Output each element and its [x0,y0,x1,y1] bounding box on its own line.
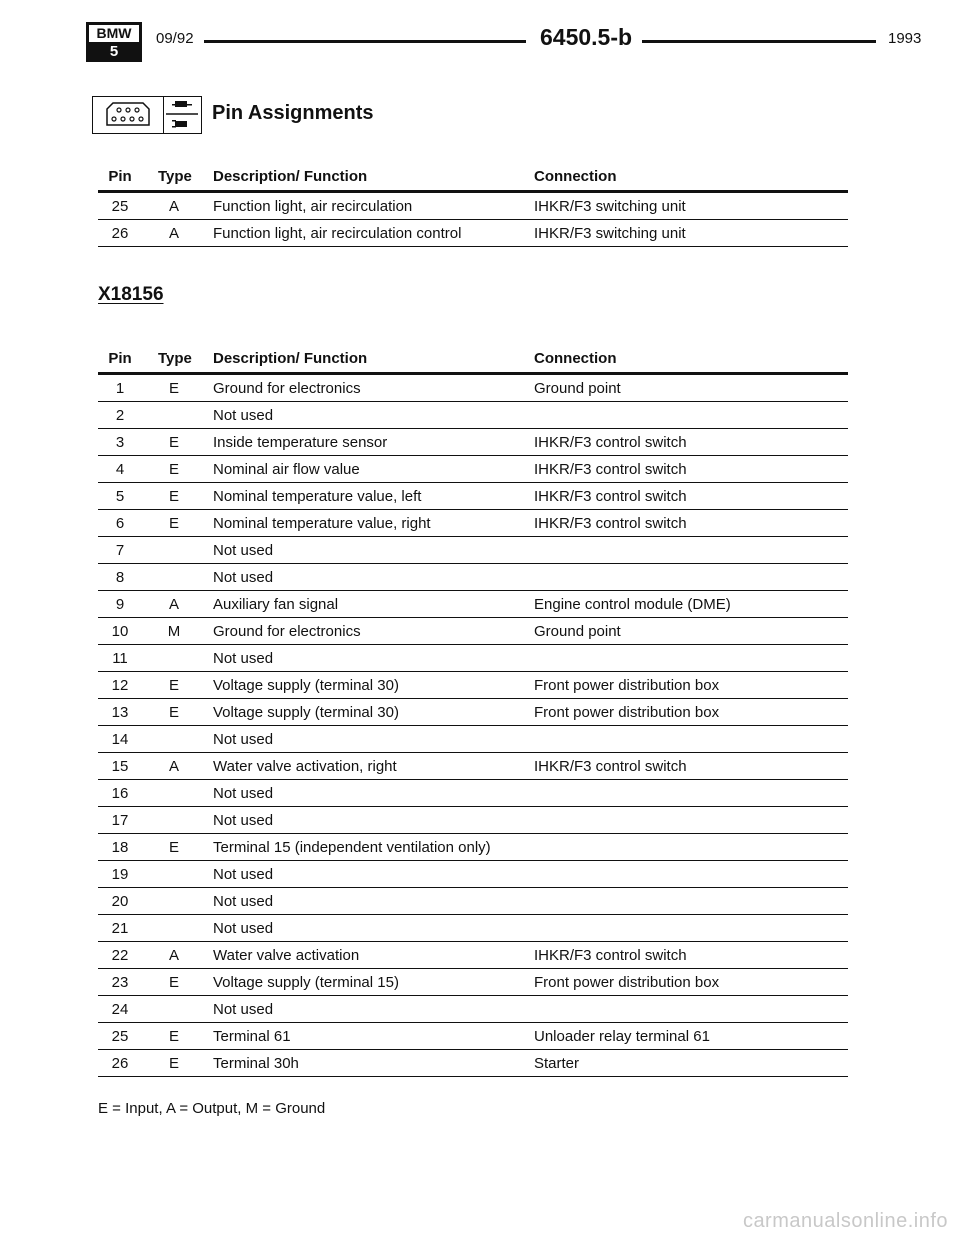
type-cell: M [167,623,181,640]
description-cell: Not used [213,407,274,424]
col-type-header: Type [158,168,192,185]
pin-cell: 8 [115,569,125,586]
description-cell: Not used [213,812,274,829]
connection-cell: Unloader relay terminal 61 [534,1028,710,1045]
description-cell: Terminal 30h [213,1055,299,1072]
pin-cell: 24 [111,1001,129,1018]
description-cell: Nominal temperature value, left [213,488,422,505]
connector-code: X18156 [98,284,164,305]
pin-cell: 25 [111,198,129,215]
col-description-header: Description/ Function [213,168,368,185]
pin-cell: 16 [111,785,129,802]
pin-cell: 7 [115,542,125,559]
type-cell: E [168,461,179,478]
logo-brand-text: BMW [89,25,139,45]
type-cell: A [168,225,179,242]
header-year: 1993 [888,30,922,47]
pin-cell: 13 [111,704,129,721]
type-legend: E = Input, A = Output, M = Ground [98,1100,326,1117]
col-description-header: Description/ Function [213,350,368,367]
description-cell: Not used [213,785,274,802]
connection-cell: Ground point [534,623,621,640]
description-cell: Not used [213,1001,274,1018]
description-cell: Ground for electronics [213,380,361,397]
pin-cell: 26 [111,225,129,242]
description-cell: Function light, air recirculation control [213,225,462,242]
pin-cell: 20 [111,893,129,910]
description-cell: Terminal 61 [213,1028,291,1045]
table-row [98,780,848,807]
pin-cell: 2 [115,407,125,424]
description-cell: Not used [213,542,274,559]
table-row [98,591,848,618]
description-cell: Function light, air recirculation [213,198,413,215]
connection-cell: Front power distribution box [534,974,720,991]
type-cell: A [168,947,179,964]
table-row [98,483,848,510]
pin-cell: 1 [115,380,125,397]
pin-cell: 26 [111,1055,129,1072]
table-row [98,618,848,645]
description-cell: Not used [213,650,274,667]
pin-cell: 22 [111,947,129,964]
table-row [98,942,848,969]
pin-cell: 23 [111,974,129,991]
table-row [98,807,848,834]
pin-table-1 [98,168,848,247]
table-row [98,699,848,726]
pin-table-2 [98,350,848,1077]
table-row [98,1023,848,1050]
pin-cell: 12 [111,677,129,694]
pin-cell: 10 [111,623,129,640]
type-cell: E [168,380,179,397]
type-cell: A [168,198,179,215]
description-cell: Inside temperature sensor [213,434,388,451]
description-cell: Water valve activation, right [213,758,397,775]
connection-cell: Front power distribution box [534,677,720,694]
type-cell: A [168,596,179,613]
connection-cell: Ground point [534,380,621,397]
type-cell: A [168,758,179,775]
table-row [98,969,848,996]
description-cell: Water valve activation [213,947,360,964]
watermark-footer: carmanualsonline.info [742,1210,948,1232]
description-cell: Auxiliary fan signal [213,596,339,613]
table-row [98,402,848,429]
table-header [98,350,848,372]
description-cell: Not used [213,569,274,586]
col-pin-header: Pin [108,168,132,185]
pin-cell: 18 [111,839,129,856]
col-pin-header: Pin [108,350,132,367]
table-row [98,645,848,672]
connection-cell: Engine control module (DME) [534,596,731,613]
table-row [98,375,848,402]
description-cell: Nominal temperature value, right [213,515,431,532]
table-row [98,1050,848,1077]
col-connection-header: Connection [534,350,617,367]
table-row [98,726,848,753]
connection-cell: IHKR/F3 control switch [534,515,687,532]
type-cell: E [168,974,179,991]
type-cell: E [168,515,179,532]
connection-cell: IHKR/F3 control switch [534,947,687,964]
pin-cell: 17 [111,812,129,829]
header-rule-right [642,40,876,43]
bmw-5-series-logo [86,22,142,62]
connection-cell: IHKR/F3 control switch [534,434,687,451]
section-title: Pin Assignments [212,102,374,124]
col-connection-header: Connection [534,168,617,185]
header-rule-left [204,40,526,43]
description-cell: Not used [213,731,274,748]
description-cell: Not used [213,920,274,937]
type-cell: E [168,1055,179,1072]
pin-cell: 9 [115,596,125,613]
description-cell: Not used [213,893,274,910]
connection-cell: IHKR/F3 control switch [534,758,687,775]
description-cell: Nominal air flow value [213,461,360,478]
header-date: 09/92 [156,30,194,47]
pin-cell: 4 [115,461,125,478]
pin-cell: 19 [111,866,129,883]
table-row [98,753,848,780]
table-body [98,193,848,247]
type-cell: E [168,434,179,451]
connection-cell: IHKR/F3 control switch [534,461,687,478]
table-row [98,672,848,699]
table-row [98,537,848,564]
type-cell: E [168,677,179,694]
type-cell: E [168,704,179,721]
table-header [98,168,848,190]
pin-cell: 5 [115,488,125,505]
description-cell: Terminal 15 (independent ventilation only) [213,839,491,856]
plug-icon [164,96,202,134]
description-cell: Voltage supply (terminal 30) [213,704,399,721]
table-row [98,429,848,456]
description-cell: Voltage supply (terminal 15) [213,974,399,991]
table-row [98,456,848,483]
table-body [98,375,848,1077]
table-row [98,888,848,915]
pin-cell: 11 [112,650,128,667]
table-row [98,510,848,537]
pin-cell: 3 [115,434,125,451]
type-cell: E [168,488,179,505]
pin-cell: 21 [111,920,129,937]
document-code: 6450.5-b [540,24,633,50]
connector-icon [92,96,164,134]
pin-cell: 15 [111,758,129,775]
connection-cell: IHKR/F3 control switch [534,488,687,505]
table-row [98,564,848,591]
col-type-header: Type [158,350,192,367]
type-cell: E [168,839,179,856]
description-cell: Ground for electronics [213,623,361,640]
connection-cell: IHKR/F3 switching unit [534,198,686,215]
pin-cell: 6 [115,515,125,532]
table-row [98,834,848,861]
table-row [98,220,848,247]
description-cell: Voltage supply (terminal 30) [213,677,399,694]
connection-cell: Front power distribution box [534,704,720,721]
table-row [98,861,848,888]
logo-series-text: 5 [89,45,139,59]
table-row [98,915,848,942]
page-header [86,22,922,62]
table-row [98,193,848,220]
pin-cell: 25 [111,1028,129,1045]
connection-cell: IHKR/F3 switching unit [534,225,686,242]
pin-cell: 14 [111,731,129,748]
description-cell: Not used [213,866,274,883]
table-row [98,996,848,1023]
connection-cell: Starter [534,1055,580,1072]
type-cell: E [168,1028,179,1045]
